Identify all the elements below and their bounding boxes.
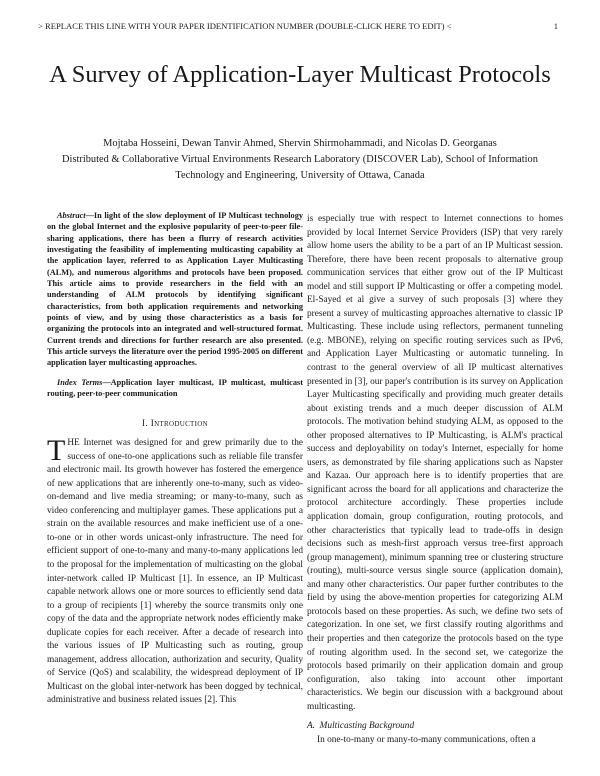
index-terms [47, 377, 303, 400]
author-names: Mojtaba Hosseini, Dewan Tanvir Ahmed, Shervin Shirmohammadi, and Nicolas D. Georganas [103, 138, 497, 149]
left-column [47, 210, 303, 708]
right-column [307, 213, 563, 747]
section-title: Introduction [150, 418, 208, 429]
drop-cap: T [47, 434, 66, 468]
subsection-heading [307, 720, 563, 734]
section-heading-introduction [47, 418, 303, 432]
subsection-text: In one-to-many or many-to-many communications, often a [317, 734, 536, 745]
subsection-title: Multicasting Background [319, 721, 415, 732]
index-terms-lead: Index Terms [57, 377, 103, 387]
abstract [47, 210, 303, 369]
page-header [38, 21, 558, 31]
intro-paragraph [47, 434, 303, 708]
abstract-lead: Abstract [57, 211, 86, 220]
subsection-label: A. [307, 721, 316, 732]
intro-text: HE Internet was designed for and grew primarily due to the success of one-to-one applications such as reliable file transfer and electronic mail. Its growth however has fostered the emergence of new applications that are inherently one-to-many, such as video-on-demand and live media streaming; or many-to-many, such as video conferencing and multiplayer games. These applications put a strain on the available resources and make inefficient use of a one-to-one or in other words unicast-only infrastructure. The need for efficient support of one-to-many and many-to-many applications led to the proposal for the implementation of multicasting on the global inter-network called IP Multicast [1]. In essence, an IP Multicast capable network allows one or more sources to efficiently send data to a group of recipients [1] whereby the source transmits only one copy of the data and the appropriate network nodes efficiently make duplicate copies for each receiver. After a decade of research into the various issues of IP Multicasting such as routing, group management, address allocation, authorization and security, Quality of Service (QoS) and scalability, the widespread deployment of IP Multicast on the global inter-network has been dogged by technical, administrative and business related issues [2]. This [47, 438, 303, 706]
abstract-text: —In light of the slow deployment of IP Multicast technology on the global Internet and the explosive popularity of peer-to-peer file-sharing applications, there has been a flurry of research activities investigating the feasibility of implementing multicasting capability at the application layer, referred to as Application Layer Multicasting (ALM), and numerous algorithms and protocols have been proposed. This article aims to provide researchers in the field with an understanding of ALM protocols by identifying significant characteristics, from both application requirements and networking points of view, and by using those characteristics as a basis for organizing the protocols into an integrated and well-structured format. Current trends and directions for further research are also presented. This article surveys the literature over the period 1995-2005 on different application layer multicasting approaches. [47, 211, 303, 368]
author-affiliation: Distributed & Collaborative Virtual Environments Research Laboratory (DISCOVER Lab), School of Information Technology and Engineering, University of Ottawa, Canada [62, 154, 538, 181]
paper-title: A Survey of Application-Layer Multicast Protocols [49, 61, 551, 88]
index-terms-text: —Application layer multicast, IP multicast, multicast routing, peer-to-peer communication [47, 377, 303, 399]
section-number: I. [142, 418, 149, 429]
page-number: 1 [553, 21, 558, 31]
paper-id-placeholder: > REPLACE THIS LINE WITH YOUR PAPER IDENTIFICATION NUMBER (DOUBLE-CLICK HERE TO EDIT) < [38, 21, 452, 31]
author-block [40, 136, 560, 184]
intro-continuation: is especially true with respect to Internet connections to homes provided by local Internet Service Providers (ISP) that very rarely allow home users the ability to be a part of an IP Multicast session. Therefore, there have been recent proposals to alternative group communication services that either grow out of the IP Multicast model and still support IP Multicasting or offer a competing model. El-Sayed et al give a survey of such proposals [3] where they present a survey of multicasting approaches alternative to classic IP Multicasting. These include using reflectors, permanent tunneling (e.g. MBONE), relying on specific routing services such as IPv6, and Application Layer Multicasting or automatic tunneling. In contrast to the general overview of all IP multicast alternatives presented in [3], our paper's contribution is its survey on Application Layer Multicasting specifically and providing much greater details about existing trends and a much deeper discussion of ALM protocols. The motivation behind studying ALM, as opposed to the other proposed alternatives to IP Multicasting, is ALM's practical success and deployability on today's Internet, especially for home users, as demonstrated by file sharing applications such as Napster and Kazaa. Our approach here is to identify properties that are significant across the board for all applications and characterize the protocol architecture accordingly. These properties include application domain, group configuration, routing protocols, and other characteristics that typically lead to trade-offs in design decisions such as mesh-first approach versus tree-first approach (group management), minimum spanning tree or clustering structure (routing), multi-source versus single source (application domain), and many other characteristics. Our paper further contributes to the field by using the above-mention properties for categorizing ALM protocols based on these properties. As such, we define two sets of categorization. In one set, we first classify routing algorithms and their properties and then categorize the protocols based on the type of routing algorithm used. In the second set, we categorize the protocols based primarily on their application domain and group configuration, also taking into account other important characteristics. We begin our discussion with a background about multicasting. [307, 214, 563, 712]
